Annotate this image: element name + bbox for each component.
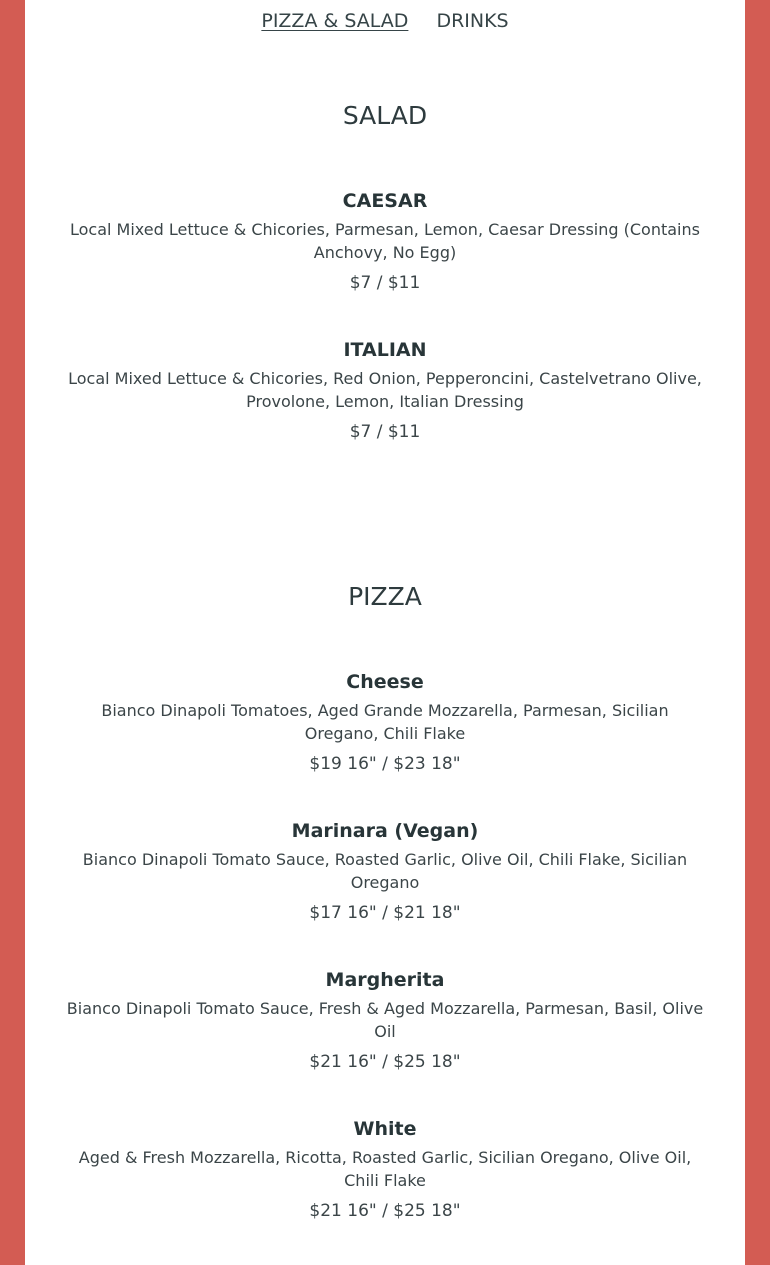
item-description: Aged & Fresh Mozzarella, Ricotta, Roasted Garlic, Sicilian Oregano, Olive Oil, Chili Flake <box>78 1148 692 1190</box>
item-name: CAESAR <box>342 190 428 212</box>
menu-item-margherita <box>65 968 705 1074</box>
menu-item-marinara <box>65 819 705 925</box>
item-price: $21 16" / $25 18" <box>309 1052 461 1072</box>
menu-tabs <box>25 10 745 32</box>
item-description: Bianco Dinapoli Tomato Sauce, Fresh & Aged Mozzarella, Parmesan, Basil, Olive Oil <box>66 999 704 1041</box>
item-name: Margherita <box>325 969 445 991</box>
item-description: Local Mixed Lettuce & Chicories, Red Onion, Pepperoncini, Castelvetrano Olive, Provolone, Lemon, Italian Dressing <box>68 369 702 411</box>
tab-pizza-salad[interactable]: PIZZA & SALAD <box>261 10 409 32</box>
item-description: Bianco Dinapoli Tomatoes, Aged Grande Mozzarella, Parmesan, Sicilian Oregano, Chili Flake <box>101 701 669 743</box>
item-price: $7 / $11 <box>349 273 421 293</box>
item-price: $19 16" / $23 18" <box>309 754 461 774</box>
item-description: Bianco Dinapoli Tomato Sauce, Roasted Garlic, Olive Oil, Chili Flake, Sicilian Oregano <box>82 850 688 892</box>
menu-page <box>25 0 745 1265</box>
menu-item-white <box>65 1117 705 1223</box>
item-name: ITALIAN <box>343 339 427 361</box>
item-name: Marinara (Vegan) <box>291 820 479 842</box>
item-price: $17 16" / $21 18" <box>309 903 461 923</box>
menu-item-cheese <box>65 670 705 776</box>
tab-drinks[interactable]: DRINKS <box>436 10 509 32</box>
pizza-section-title: PIZZA <box>348 582 422 611</box>
item-name: White <box>353 1118 417 1140</box>
item-description: Local Mixed Lettuce & Chicories, Parmesan, Lemon, Caesar Dressing (Contains Anchovy, No Egg) <box>70 220 700 262</box>
salad-section-title: SALAD <box>342 101 428 130</box>
menu-item-caesar <box>65 189 705 295</box>
menu-item-italian <box>65 338 705 444</box>
item-price: $7 / $11 <box>349 422 421 442</box>
item-price: $21 16" / $25 18" <box>309 1201 461 1221</box>
item-name: Cheese <box>346 671 424 693</box>
